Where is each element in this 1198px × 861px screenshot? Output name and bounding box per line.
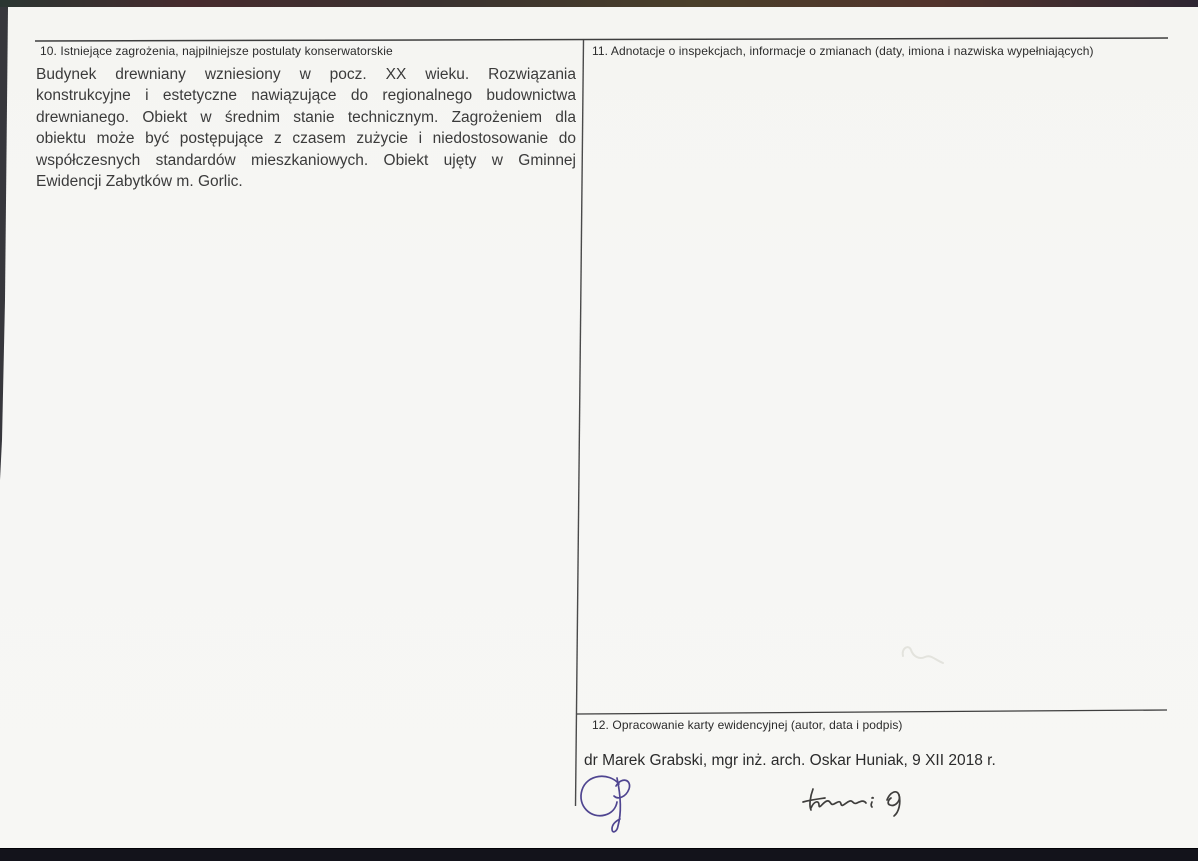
scan-left-edge (0, 7, 8, 480)
header-rule-line (35, 38, 1168, 41)
section-12-author-line: dr Marek Grabski, mgr inż. arch. Oskar Huniak, 9 XII 2018 r. (584, 752, 996, 769)
section-10-text-line: drewnianego. Obiekt w średnim stanie technicznym. Zagrożeniem dla (36, 108, 576, 126)
section-12-divider-line (577, 710, 1167, 714)
section-12-heading: 12. Opracowanie karty ewidencyjnej (autor, data i podpis) (592, 718, 903, 732)
section-10-text-line: obiektu może być postępujące z czasem zużycie i niedostosowanie do (36, 130, 576, 148)
section-10-text-line: Budynek drewniany wzniesiony w pocz. XX wieku. Rozwiązania (36, 66, 576, 83)
section-10-text-line: konstrukcyjne i estetyczne nawiązujące do regionalnego budownictwa (36, 87, 576, 105)
monogram-signature (576, 771, 634, 837)
section-10-text (36, 64, 576, 192)
section-10-text-line: współczesnych standardów mieszkaniowych. Obiekt ujęty w Gminnej (36, 151, 576, 169)
cursive-signature (798, 785, 920, 823)
section-10-heading: 10. Istniejące zagrożenia, najpilniejsze postulaty konserwatorskie (40, 44, 393, 58)
scan-bottom-edge (0, 848, 1198, 861)
faint-scratch-mark (903, 647, 943, 663)
section-10-text-line: Ewidencji Zabytków m. Gorlic. (36, 173, 243, 191)
section-11-heading: 11. Adnotacje o inspekcjach, informacje o zmianach (daty, imiona i nazwiska wypełniających) (592, 44, 1094, 58)
scan-top-edge (0, 0, 1198, 7)
column-divider-line (576, 40, 584, 806)
